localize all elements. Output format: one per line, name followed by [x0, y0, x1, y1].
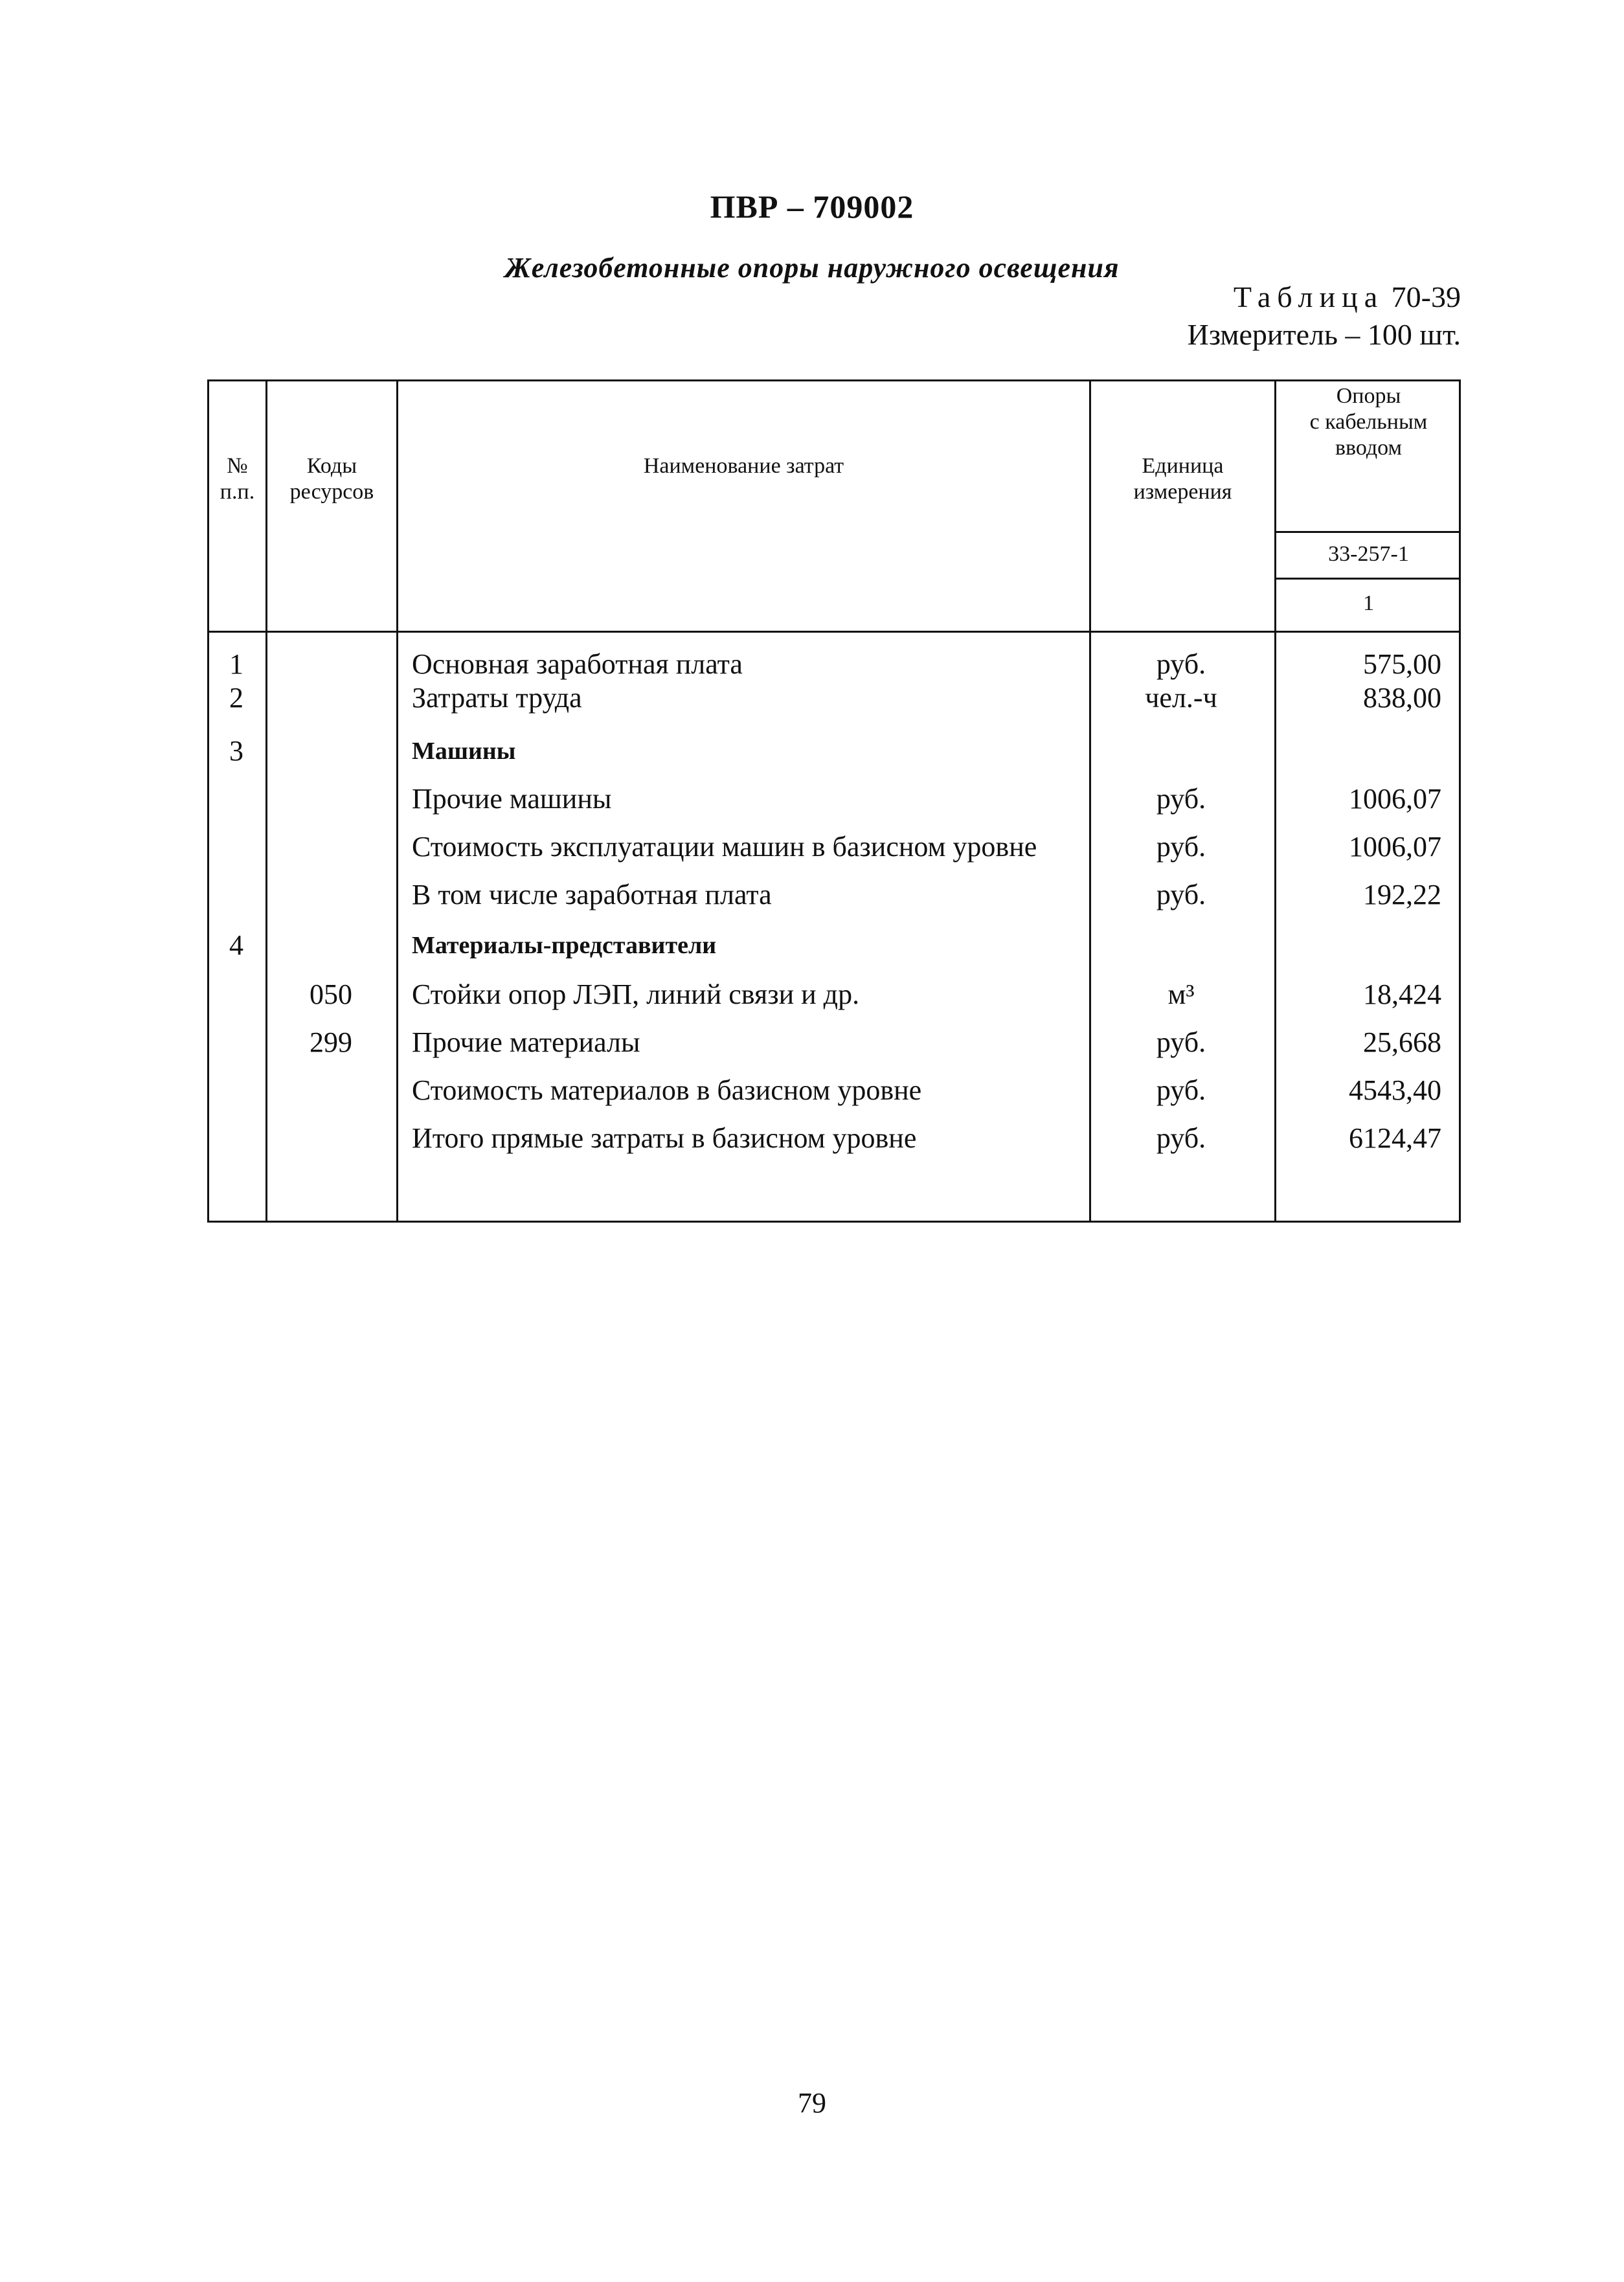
- cost-name: Прочие материалы: [412, 1026, 640, 1058]
- cost-name: Стоимость материалов в базисном уровне: [412, 1074, 922, 1106]
- cost-name: Стойки опор ЛЭП, линий связи и др.: [412, 978, 860, 1010]
- cost-value: 1006,07: [1349, 831, 1441, 863]
- header-codes: [267, 453, 396, 505]
- row-number: 3: [229, 735, 243, 767]
- cost-name: Прочие машины: [412, 783, 612, 815]
- table-label: [1234, 280, 1461, 314]
- cost-value: 4543,40: [1349, 1074, 1441, 1106]
- header-bottom-line: [207, 631, 1461, 633]
- unit-of-measure: руб.: [1156, 1122, 1206, 1154]
- row-number: 2: [229, 682, 243, 714]
- header-divider: [1274, 578, 1461, 580]
- unit-of-measure: чел.-ч: [1145, 682, 1217, 714]
- measure-label: Измеритель – 100 шт.: [1187, 318, 1461, 351]
- header-num-line: №: [227, 454, 248, 478]
- cost-name: Машины: [412, 738, 516, 765]
- header-unit-line: Единица: [1142, 454, 1224, 478]
- header-name: Наименование затрат: [643, 454, 844, 478]
- table-word: Таблица: [1233, 280, 1384, 313]
- cost-name: Материалы-представители: [412, 932, 717, 959]
- unit-of-measure: руб.: [1156, 1074, 1206, 1106]
- header-codes-line: ресурсов: [289, 480, 374, 504]
- header-column-title-line: вводом: [1335, 436, 1403, 460]
- header-codes-line: Коды: [306, 454, 357, 478]
- cost-value: 6124,47: [1349, 1122, 1441, 1154]
- unit-of-measure: руб.: [1156, 879, 1206, 910]
- column-divider: [265, 379, 267, 1223]
- unit-of-measure: м³: [1167, 978, 1195, 1010]
- page-number: 79: [798, 2087, 826, 2119]
- header-column-title: [1276, 383, 1461, 461]
- table-number: 70-39: [1391, 280, 1461, 313]
- unit-of-measure: руб.: [1156, 1026, 1206, 1058]
- header-column-title-line: Опоры: [1336, 384, 1401, 408]
- cost-name: Затраты труда: [412, 682, 582, 714]
- header-column-code: 33-257-1: [1328, 542, 1409, 566]
- resource-code: 050: [310, 978, 352, 1010]
- document-title: Железобетонные опоры наружного освещения: [504, 252, 1120, 284]
- cost-value: 192,22: [1363, 879, 1441, 910]
- header-unit: [1091, 453, 1274, 505]
- cost-value: 1006,07: [1349, 783, 1441, 815]
- header-divider: [1274, 531, 1461, 533]
- column-divider: [396, 379, 398, 1223]
- header-unit-line: измерения: [1133, 480, 1232, 504]
- unit-of-measure: руб.: [1156, 783, 1206, 815]
- cost-name: Основная заработная плата: [412, 648, 743, 680]
- resource-code: 299: [310, 1026, 352, 1058]
- cost-value: 575,00: [1363, 648, 1441, 680]
- cost-name: В том числе заработная плата: [412, 879, 772, 910]
- row-number: 1: [229, 648, 243, 680]
- document-code: ПВР – 709002: [710, 188, 914, 225]
- cost-value: 18,424: [1363, 978, 1441, 1010]
- header-num: [209, 453, 265, 505]
- header-column-title-line: с кабельным: [1309, 410, 1428, 434]
- cost-value: 838,00: [1363, 682, 1441, 714]
- cost-name: Итого прямые затраты в базисном уровне: [412, 1122, 917, 1154]
- header-column-index: 1: [1363, 591, 1374, 615]
- cost-name: Стоимость эксплуатации машин в базисном уровне: [412, 831, 1037, 863]
- unit-of-measure: руб.: [1156, 831, 1206, 863]
- row-number: 4: [229, 929, 243, 961]
- header-num-line: п.п.: [220, 480, 255, 504]
- cost-value: 25,668: [1363, 1026, 1441, 1058]
- unit-of-measure: руб.: [1156, 648, 1206, 680]
